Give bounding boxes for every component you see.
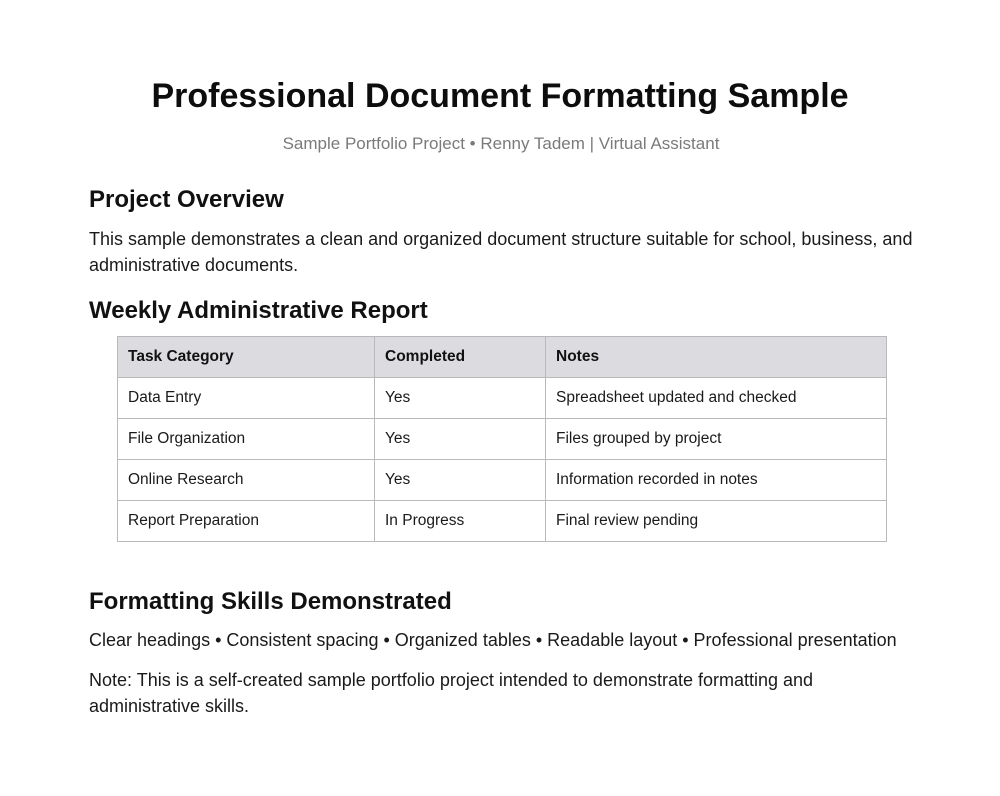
column-header-task-category: Task Category (118, 337, 375, 378)
notes-cell: Information recorded in notes (546, 460, 887, 501)
task-category-cell: File Organization (118, 419, 375, 460)
notes-cell: Files grouped by project (546, 419, 887, 460)
skills-text: Clear headings • Consistent spacing • Organized tables • Readable layout • Professional presentation (89, 630, 897, 650)
column-header-notes: Notes (546, 337, 887, 378)
notes-cell: Spreadsheet updated and checked (546, 378, 887, 419)
completed-cell: Yes (375, 460, 546, 501)
completed-cell: In Progress (375, 501, 546, 542)
completed-cell: Yes (375, 419, 546, 460)
notes-cell: Final review pending (546, 501, 887, 542)
table-row (118, 419, 887, 460)
column-header-completed: Completed (375, 337, 546, 378)
weekly-report-table (117, 336, 887, 542)
table-row (118, 501, 887, 542)
skills-heading: Formatting Skills Demonstrated (89, 588, 452, 615)
completed-cell: Yes (375, 378, 546, 419)
portfolio-note: Note: This is a self-created sample portfolio project intended to demonstrate formatting and administrative skills. (89, 670, 814, 716)
overview-text: This sample demonstrates a clean and organized document structure suitable for school, business, and administrative documents. (89, 229, 913, 275)
task-category-cell: Data Entry (118, 378, 375, 419)
task-category-cell: Report Preparation (118, 501, 375, 542)
overview-heading: Project Overview (89, 186, 284, 213)
document-title: Professional Document Formatting Sample (151, 77, 849, 115)
table-header-row (118, 337, 887, 378)
document-subtitle: Sample Portfolio Project • Renny Tadem | Virtual Assistant (282, 134, 720, 153)
table-row (118, 460, 887, 501)
table-row (118, 378, 887, 419)
task-category-cell: Online Research (118, 460, 375, 501)
report-heading: Weekly Administrative Report (89, 297, 428, 324)
